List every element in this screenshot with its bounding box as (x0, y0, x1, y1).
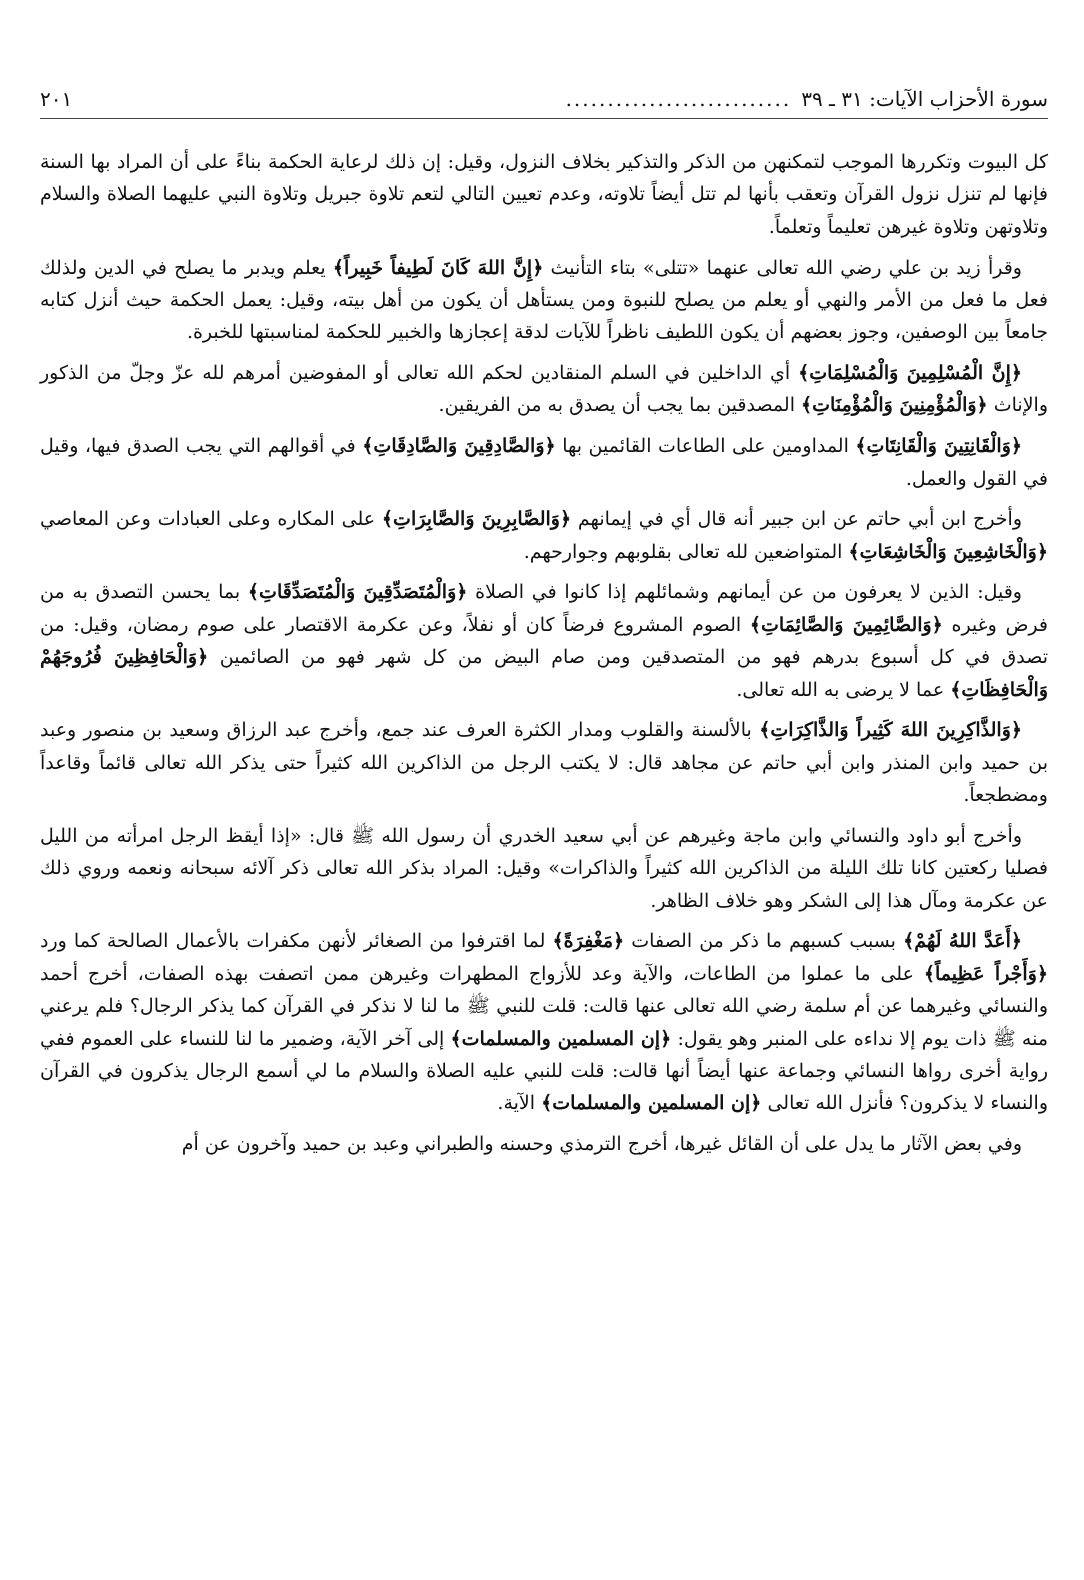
quran-quote: ﴿وَالْمُؤْمِنِينَ وَالْمُؤْمِنَاتِ﴾ (801, 394, 988, 417)
paragraph (40, 252, 1048, 349)
paragraph (40, 925, 1048, 1119)
header-rule (40, 118, 1048, 119)
paragraph (40, 503, 1048, 568)
quran-quote: ﴿أَعَدَّ اللهُ لَهُمْ﴾ (903, 930, 1022, 953)
commentary-text: وقرأ زيد بن علي رضي الله تعالى عنهما «تتلى» بتاء التأنيث (543, 256, 1022, 279)
commentary-text: وفي بعض الآثار ما يدل على أن القائل غيرها، أخرج الترمذي وحسنه والطبراني وعبد بن حميد وآخرون عن أم (181, 1133, 1022, 1156)
commentary-text: على ما عملوا من الطاعات، والآية وعد للأزواج المطهرات وغيرهن ممن اتصفت بهذه الصفات، أخرج أحمد والنسائي وغيرهما عن أم سلمة رضي الله تعالى عنها قالت: قلت للنبي ﷺ ما لنا لا نذكر في القرآن كما يذكر الرجال؟ فلم يرعني منه ﷺ ذات يوم إلا نداءه على المنبر وهو يقول: (40, 962, 1049, 1050)
paragraph (40, 576, 1048, 706)
quran-quote: ﴿وَالذَّاكِرِينَ اللهَ كَثِيراً وَالذَّاكِرَاتِ﴾ (759, 719, 1023, 742)
commentary-text: في أقوالهم التي يجب الصدق فيها، وقيل في القول والعمل. (40, 435, 1048, 490)
commentary-text: الصوم المشروع فرضاً كان أو نفلاً، وعن عكرمة الاقتصار على صوم رمضان، وقيل: من تصدق في كل أسبوع بدرهم فهو من المتصدقين ومن صام البيض من كل شهر فهو من الصائمين (40, 613, 1048, 669)
commentary-text: بسبب كسبهم ما ذكر من الصفات (624, 930, 904, 953)
commentary-text: إلى آخر الآية، وضمير ما لنا للنساء على العموم ففي رواية أخرى رواها النسائي وجماعة عنها أيضاً أنها قالت: قلت للنبي عليه الصلاة والسلام ما لي أسمع الرجال يذكرون في القرآن والنساء لا يذكرون؟ فأنزل الله تعالى (40, 1027, 1048, 1115)
commentary-text: وأخرج أبو داود والنسائي وابن ماجة وغيرهم عن أبي سعيد الخدري أن رسول الله ﷺ قال: «إذا أيقظ الرجل امرأته من الليل فصليا ركعتين كانا تلك الليلة من الذاكرين الله كثيراً والذاكرات» وقيل: المراد بذكر الله تعالى ذكر آلائه سبحانه ونعمه وروي ذلك عن عكرمة ومآل هذا إلى الشكر وهو خلاف الظاهر. (40, 824, 1048, 912)
quran-quote: ﴿مَغْفِرَةً﴾ (552, 930, 625, 953)
commentary-text: يعلم ويدبر ما يصلح في الدين ولذلك فعل ما فعل من الأمر والنهي أو يعلم من يصلح للنبوة ومن يستأهل أن يكون من أهل بيته، وقيل: يعمل الحكمة حيث أنزل كتابه جامعاً بين الوصفين، وجوز بعضهم أن يكون اللطيف ناظراً للآيات لدقة إعجازها والخبير للحكمة لمناسبتها للخبرة. (40, 256, 1048, 344)
header-title: سورة الأحزاب الآيات: ٣١ ـ ٣٩ (801, 87, 1048, 111)
running-header (40, 84, 1048, 114)
paragraph (40, 1128, 1048, 1160)
commentary-text: بالألسنة والقلوب ومدار الكثرة العرف عند جمع، وأخرج عبد الرزاق وسعيد بن منصور وعبد بن حميد وابن المنذر وابن أبي حاتم عن مجاهد قال: لا يكتب الرجل من الذاكرين الله كثيراً حتى يذكر الله تعالى قائماً وقاعداً ومضطجعاً. (40, 719, 1048, 807)
commentary-text: على المكاره وعلى العبادات وعن المعاصي (40, 508, 382, 531)
quran-quote: ﴿وَالصَّادِقِينَ وَالصَّادِقَاتِ﴾ (362, 435, 556, 458)
quran-quote: ﴿وَالْحَافِظِينَ فُرُوجَهُمْ وَالْحَافِظَاتِ﴾ (40, 646, 1048, 701)
page-body-text (40, 146, 1048, 1169)
commentary-text: عما لا يرضى به الله تعالى. (736, 678, 951, 701)
quran-quote: ﴿وَأَجْراً عَظِيماً﴾ (923, 962, 1048, 985)
quran-quote: ﴿وَالصَّابِرِينَ وَالصَّابِرَاتِ﴾ (381, 508, 572, 531)
page-number: ٢٠١ (40, 87, 73, 111)
commentary-text: لما اقترفوا من الصغائر لأنهن مكفرات بالأعمال الصالحة كما ورد (40, 930, 553, 953)
paragraph (40, 357, 1048, 422)
paragraph (40, 146, 1048, 243)
quran-quote: ﴿وَالصَّائِمِينَ وَالصَّائِمَاتِ﴾ (749, 613, 943, 636)
commentary-text: وقيل: الذين لا يعرفون من عن أيمانهم وشمائلهم إذا كانوا في الصلاة (467, 581, 1022, 604)
quran-quote: ﴿وَالْخَاشِعِينَ وَالْخَاشِعَاتِ﴾ (848, 540, 1048, 563)
commentary-text: المتواضعين لله تعالى بقلوبهم وجوارحهم. (523, 540, 849, 563)
commentary-text: وأخرج ابن أبي حاتم عن ابن جبير أنه قال أي في إيمانهم (571, 508, 1022, 531)
commentary-text: كل البيوت وتكررها الموجب لتمكنهن من الذكر والتذكير بخلاف النزول، وقيل: إن ذلك لرعاية الحكمة بناءً على أن المراد بها السنة فإنها لم تنزل نزول القرآن وتعقب بأنها لم تتل أيضاً تلاوته، وعدم تعيين التالي لتعم تلاوة جبريل وتلاوة النبي عليهما الصلاة والسلام وتلاوتهن وتلاوة غيرهن تعليماً وتعلماً. (40, 151, 1048, 238)
paragraph (40, 820, 1048, 917)
commentary-text: المصدقين بما يجب أن يصدق به من الفريقين. (438, 394, 802, 417)
quran-quote: ﴿إن المسلمين والمسلمات﴾ (541, 1092, 762, 1115)
paragraph (40, 430, 1048, 495)
quran-quote: ﴿وَالْقَانِتِينَ وَالْقَانِتَاتِ﴾ (855, 435, 1022, 458)
quran-quote: ﴿إِنَّ الْمُسْلِمِينَ وَالْمُسْلِمَاتِ﴾ (798, 362, 1022, 385)
commentary-text: أي الداخلين في السلم المنقادين لحكم الله تعالى أو المفوضين أمرهم لله عزّ وجلّ من الذكور والإناث (40, 362, 1048, 417)
header-leader-dots: ........................... (565, 87, 792, 111)
commentary-text: بما يحسن التصدق به من فرض وغيره (40, 581, 1048, 636)
quran-quote: ﴿إِنَّ اللهَ كَانَ لَطِيفاً خَبِيراً﴾ (332, 256, 544, 279)
commentary-text: المداومين على الطاعات القائمين بها (555, 435, 856, 458)
quran-quote: ﴿إن المسلمين والمسلمات﴾ (450, 1027, 672, 1050)
paragraph (40, 714, 1048, 811)
quran-quote: ﴿وَالْمُتَصَدِّقِينَ وَالْمُتَصَدِّقَاتِ﴾ (247, 581, 468, 604)
commentary-text: الآية. (497, 1092, 542, 1115)
